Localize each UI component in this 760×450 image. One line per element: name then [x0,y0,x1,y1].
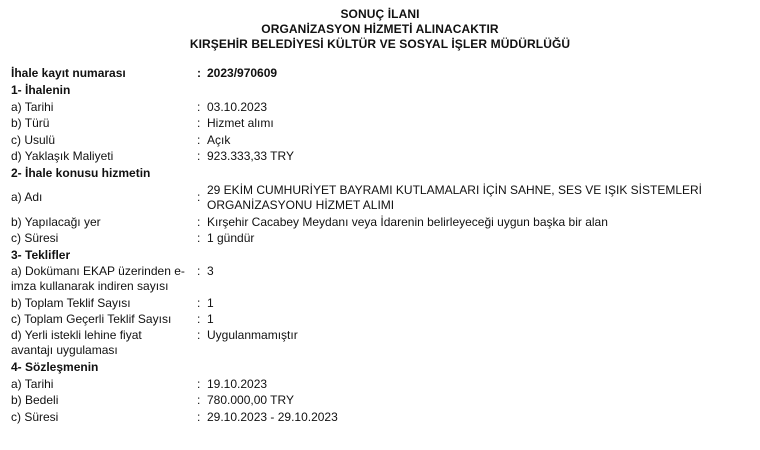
section2-row-colon: : [197,231,201,245]
section2-row-value: Kırşehir Cacabey Meydanı veya İdarenin belirleyeceği uygun başka bir alan [207,214,608,229]
section1-row-value: 923.333,33 TRY [207,149,294,163]
section1-row-colon: : [197,149,201,163]
section2-row-label: a) Adı [11,190,43,204]
section3-row-colon: : [197,295,201,310]
section3-row-value: 1 [207,312,214,326]
section3-row-label: d) Yerli istekli lehine fiyat avantajı uygulaması [11,327,142,357]
kayit-label: İhale kayıt numarası [11,66,126,80]
section3-row-colon: : [197,263,201,278]
section4-row-colon: : [197,409,201,424]
section3-row-value: 1 [207,295,214,310]
section2-title: 2- İhale konusu hizmetin [11,165,151,180]
section1-row-colon: : [197,99,201,114]
section3-row [11,264,750,295]
section3-row-label: c) Toplam Geçerli Teklif Sayısı [11,312,172,326]
section4-row-value: 19.10.2023 [207,376,268,391]
section4-row [11,376,750,393]
section4-row [11,409,750,426]
section4-row-label: c) Süresi [11,409,59,424]
section2-row-colon: : [197,214,201,229]
section4-row-colon: : [197,393,201,407]
section1-row [11,99,750,116]
section2-row [11,230,750,247]
section4-row-value: 29.10.2023 - 29.10.2023 [207,409,338,424]
section1-row-label: a) Tarihi [11,99,54,114]
section2-row [11,214,750,231]
kayit-row [11,65,750,82]
section2-row-label: b) Yapılacağı yer [11,214,101,229]
section1-title: 1- İhalenin [11,82,71,97]
section1-row-label: c) Usulü [11,132,56,147]
section4-row-colon: : [197,376,201,391]
section4-row-label: a) Tarihi [11,376,54,391]
section1-row [11,148,750,165]
section4-row-value: 780.000,00 TRY [207,393,294,407]
section3-row [11,328,750,359]
section3-row-label: b) Toplam Teklif Sayısı [11,295,131,310]
kayit-colon: : [197,66,201,80]
section1-row-label: d) Yaklaşık Maliyeti [11,149,114,163]
section3-row-colon: : [197,327,201,342]
section3-row [11,295,750,312]
section2-row-label: c) Süresi [11,231,59,245]
document-body [11,65,750,425]
section1-row-value: Hizmet alımı [207,116,274,130]
section3-row-colon: : [197,312,201,326]
section1-row-value: Açık [207,132,231,147]
section4-row [11,392,750,409]
section3-row [11,311,750,328]
section1-row [11,115,750,132]
section4-row-label: b) Bedeli [11,393,59,407]
section2-row-value: 29 EKİM CUMHURİYET BAYRAMI KUTLAMALARI İÇİN SAHNE, SES VE IŞIK SİSTEMLERİ ORGANİZASYONU HİZMET ALIMI [207,182,703,212]
section3-row-label: a) Dokümanı EKAP üzerinden e-imza kullanarak indiren sayısı [11,263,185,293]
section1-row [11,132,750,149]
section1-row-colon: : [197,132,201,147]
section3-row-value: 3 [207,263,214,278]
header-title: SONUÇ İLANI [340,7,420,21]
section4-title: 4- Sözleşmenin [11,359,99,374]
header-subtitle: ORGANİZASYON HİZMETİ ALINACAKTIR [261,22,499,36]
kayit-value: 2023/970609 [207,66,278,80]
section1-row-label: b) Türü [11,116,50,130]
document-header [0,0,760,52]
section2-row-colon: : [197,190,201,204]
header-institution: KIRŞEHİR BELEDİYESİ KÜLTÜR VE SOSYAL İŞLER MÜDÜRLÜĞÜ [189,37,571,51]
section1-row-value: 03.10.2023 [207,99,268,114]
section3-row-value: Uygulanmamıştır [207,327,298,342]
section2-row [11,182,750,214]
section2-row-value: 1 gündür [207,231,255,245]
section1-row-colon: : [197,116,201,130]
section3-title: 3- Teklifler [11,247,71,262]
